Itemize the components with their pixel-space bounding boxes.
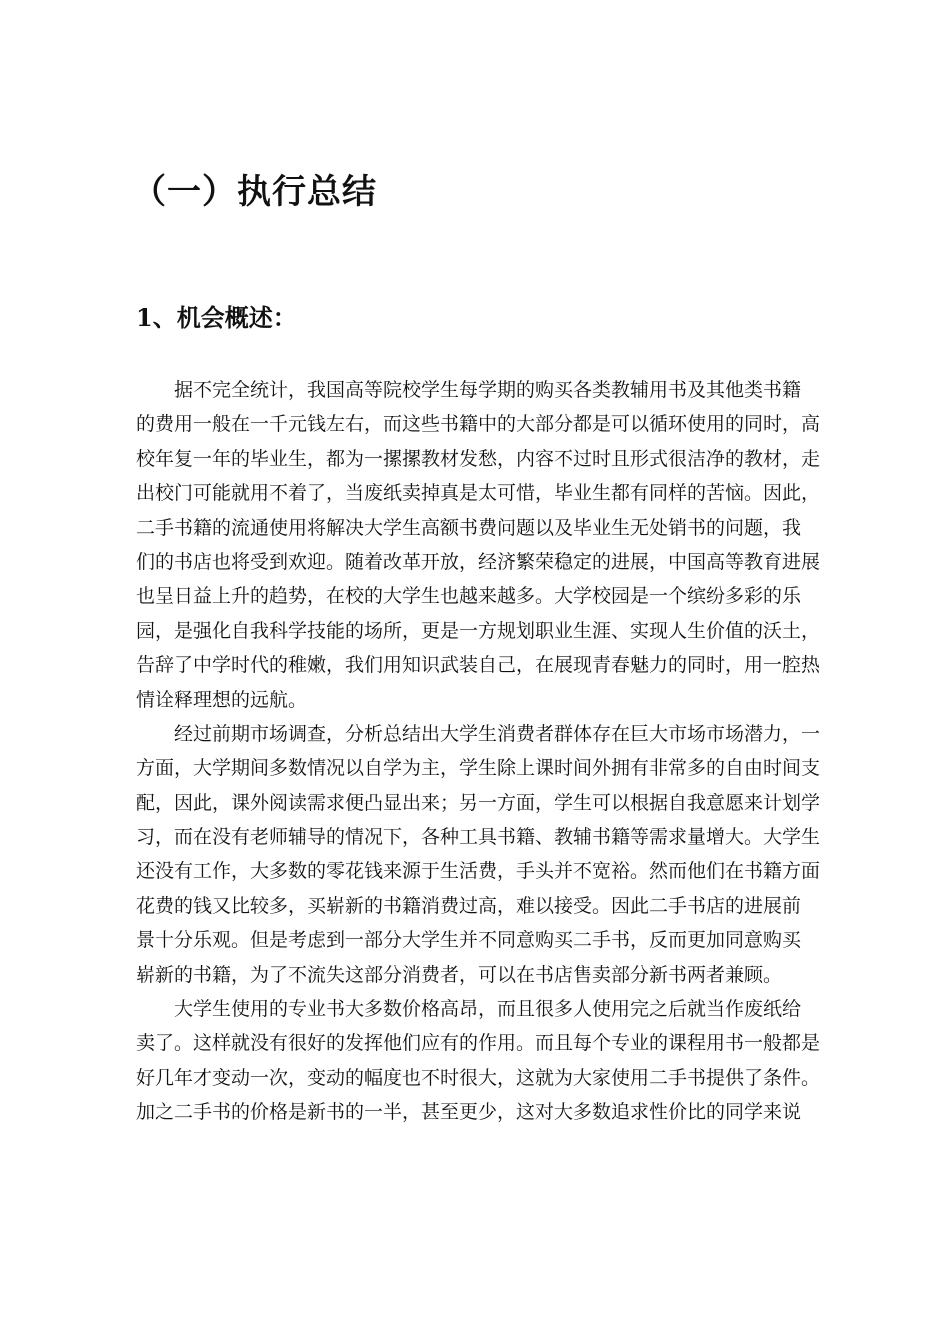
paragraph-2 xyxy=(136,717,826,992)
paragraph-line: 崭新的书籍，为了不流失这部分消费者，可以在书店售卖部分新书两者兼顾。 xyxy=(136,963,783,986)
paragraph-line: 们的书店也将受到欢迎。随着改革开放，经济繁荣稳定的进展，中国高等教育进展 xyxy=(136,550,821,573)
paragraph-line: 告辞了中学时代的稚嫩，我们用知识武装自己，在展现青春魅力的同时，用一腔热 xyxy=(136,654,821,677)
paragraph-line: 卖了。这样就没有很好的发挥他们应有的作用。而且每个专业的课程用书一般都是 xyxy=(136,1032,821,1055)
paragraph-line: 园，是强化自我科学技能的场所，更是一方规划职业生涯、实现人生价值的沃土， xyxy=(136,619,821,642)
page-title: （一）执行总结 xyxy=(132,172,377,212)
paragraph-line: 好几年才变动一次，变动的幅度也不时很大，这就为大家使用二手书提供了条件。 xyxy=(136,1066,821,1089)
paragraph-line: 习，而在没有老师辅导的情况下，各种工具书籍、教辅书籍等需求量增大。大学生 xyxy=(136,826,821,849)
paragraph-line: 景十分乐观。但是考虑到一部分大学生并不同意购买二手书，反而更加同意购买 xyxy=(136,929,802,952)
paragraph-line: 大学生使用的专业书大多数价格高昂，而且很多人使用完之后就当作废纸给 xyxy=(174,998,802,1021)
document-body xyxy=(136,373,826,1130)
paragraph-line: 花费的钱又比较多，买崭新的书籍消费过高，难以接受。因此二手书店的进展前 xyxy=(136,894,802,917)
paragraph-line: 的费用一般在一千元钱左右，而这些书籍中的大部分都是可以循环使用的同时，高 xyxy=(136,413,821,436)
paragraph-line: 校年复一年的毕业生，都为一摞摞教材发愁，内容不过时且形式很洁净的教材，走 xyxy=(136,447,821,470)
paragraph-line: 据不完全统计，我国高等院校学生每学期的购买各类教辅用书及其他类书籍 xyxy=(174,379,802,401)
paragraph-line: 出校门可能就用不着了，当废纸卖掉真是太可惜，毕业生都有同样的苦恼。因此， xyxy=(136,482,821,505)
paragraph-line: 加之二手书的价格是新书的一半，甚至更少，这对大多数追求性价比的同学来说 xyxy=(136,1101,802,1124)
paragraph-3 xyxy=(136,992,826,1130)
paragraph-line: 情诠释理想的远航。 xyxy=(136,688,308,711)
paragraph-line: 二手书籍的流通使用将解决大学生高额书费问题以及毕业生无处销书的问题，我 xyxy=(136,516,802,539)
paragraph-line: 也呈日益上升的趋势，在校的大学生也越来越多。大学校园是一个缤纷多彩的乐 xyxy=(136,585,802,608)
section-heading: 1、机会概述： xyxy=(136,303,297,332)
paragraph-line: 还没有工作，大多数的零花钱来源于生活费，手头并不宽裕。然而他们在书籍方面 xyxy=(136,860,821,883)
paragraph-line: 方面，大学期间多数情况以自学为主，学生除上课时间外拥有非常多的自由时间支 xyxy=(136,757,821,780)
paragraph-line: 配，因此，课外阅读需求便凸显出来；另一方面，学生可以根据自我意愿来计划学 xyxy=(136,791,821,814)
paragraph-1 xyxy=(136,373,826,717)
paragraph-line: 经过前期市场调查，分析总结出大学生消费者群体存在巨大市场市场潜力，一 xyxy=(174,722,821,745)
